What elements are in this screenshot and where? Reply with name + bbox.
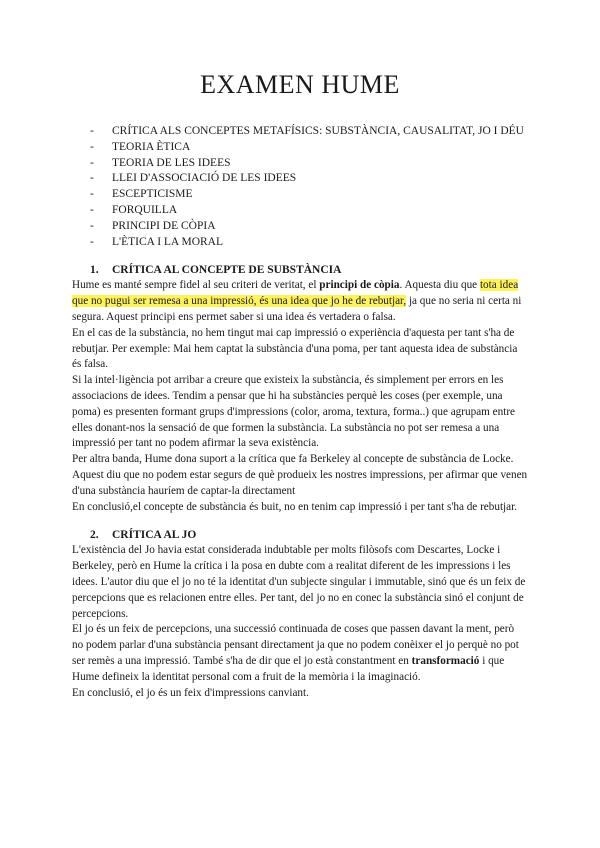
section-2-title: CRÍTICA AL JO xyxy=(112,529,197,542)
section-spacer xyxy=(72,515,528,529)
section-1-number: 1. xyxy=(90,264,99,277)
section-1-paragraph-2: En el cas de la substància, no hem tingut mai cap impressió o experiència d'aquesta per tant s'ha de rebutjar. Per exemple: Mai hem captat la substància d'una poma, per tant aquesta idea de substància és falsa. xyxy=(72,326,518,371)
highlighted-text: tota idea que no pugui ser remesa a una impressió, és una idea que jo he de rebutjar, xyxy=(72,279,519,308)
text-run: i que Hume defineix la identitat personal com a fruit de la memòria i la imaginació. xyxy=(72,654,505,683)
section-1-paragraph-3: Si la intel·ligència pot arribar a creure que existeix la substància, és simplement per errors en les associacions de idees. Tendim a pensar que hi ha substàncies perquè les coses (per exemple, una poma) es presenten formant grups d'impressions (color, aroma, textura, forma..) que agrupam entre elles donant-nos la sensació de que formen la substància. La substància no pot ser remesa a una impressió per tant no podem afirmar la seva existència. xyxy=(72,374,516,450)
topic-item: - LLEI D'ASSOCIACIÓ DE LES IDEES xyxy=(90,171,528,187)
section-2-paragraph-3: En conclusió, el jo és un feix d'impressions canviant. xyxy=(72,686,309,699)
section-2-paragraph-2 xyxy=(72,622,528,685)
key-term: principi de còpia xyxy=(319,279,400,292)
text-run: ja que no seria ni certa ni segura. Aquest principi ens permet saber si una idea és vertadera o falsa. xyxy=(72,295,522,323)
section-1-paragraph-1 xyxy=(72,278,528,325)
section-1-title: CRÍTICA AL CONCEPTE DE SUBSTÀNCIA xyxy=(112,264,342,277)
section-2-number: 2. xyxy=(90,529,99,542)
topic-item: - CRÍTICA ALS CONCEPTES METAFÍSICS: SUBSTÀNCIA, CAUSALITAT, JO I DÉU xyxy=(90,124,528,140)
topic-item: - L'ÈTICA I LA MORAL xyxy=(90,235,528,251)
topics-list xyxy=(72,124,528,250)
topic-item: - FORQUILLA xyxy=(90,203,528,219)
topic-item: - ESCEPTICISME xyxy=(90,187,528,203)
topic-item: - TEORIA ÈTICA xyxy=(90,140,528,156)
topic-item: - TEORIA DE LES IDEES xyxy=(90,156,528,172)
text-run: Hume es manté sempre fidel al seu criteri de veritat, el xyxy=(72,279,320,292)
document-title: EXAMEN HUME xyxy=(200,70,400,99)
section-1-paragraph-5: En conclusió,el concepte de substància és buit, no en tenim cap impressió i per tant s'ha de rebutjar. xyxy=(72,500,518,513)
topic-item: - PRINCIPI DE CÒPIA xyxy=(90,219,528,235)
text-run: . Aquesta diu que xyxy=(399,279,480,292)
section-1-heading xyxy=(72,264,528,276)
text-run: El jo és un feix de percepcions, una successió continuada de coses que passen davant la ment, però no podem parlar d'una substància pensant directament ja que no podem conèixer el jo perquè no pot ser remès a una impressió. També s'ha de dir que el jo està constantment en xyxy=(72,623,519,667)
section-2-paragraph-1: L'existència del Jo havia estat considerada indubtable per molts filòsofs com Descartes, Locke i Berkeley, però en Hume la crítica i la posa en dubte com a realitat diferent de les impressions i les idees. L'autor diu que el jo no té la identitat d'un subjecte singular i immutable, sinó que és un feix de percepcions que es relacionen entre elles. Per tant, del jo no en conec la substància sinó el conjunt de percepcions. xyxy=(72,544,526,620)
key-term: transformació xyxy=(411,654,480,667)
section-2-heading xyxy=(72,529,528,541)
section-1-paragraph-4: Per altra banda, Hume dona suport a la crítica que fa Berkeley al concepte de substància de Locke. Aquest diu que no podem estar segurs de què produeix les nostres impressions, per afirmar que venen d'una substància hauríem de captar-la directament xyxy=(72,453,528,497)
